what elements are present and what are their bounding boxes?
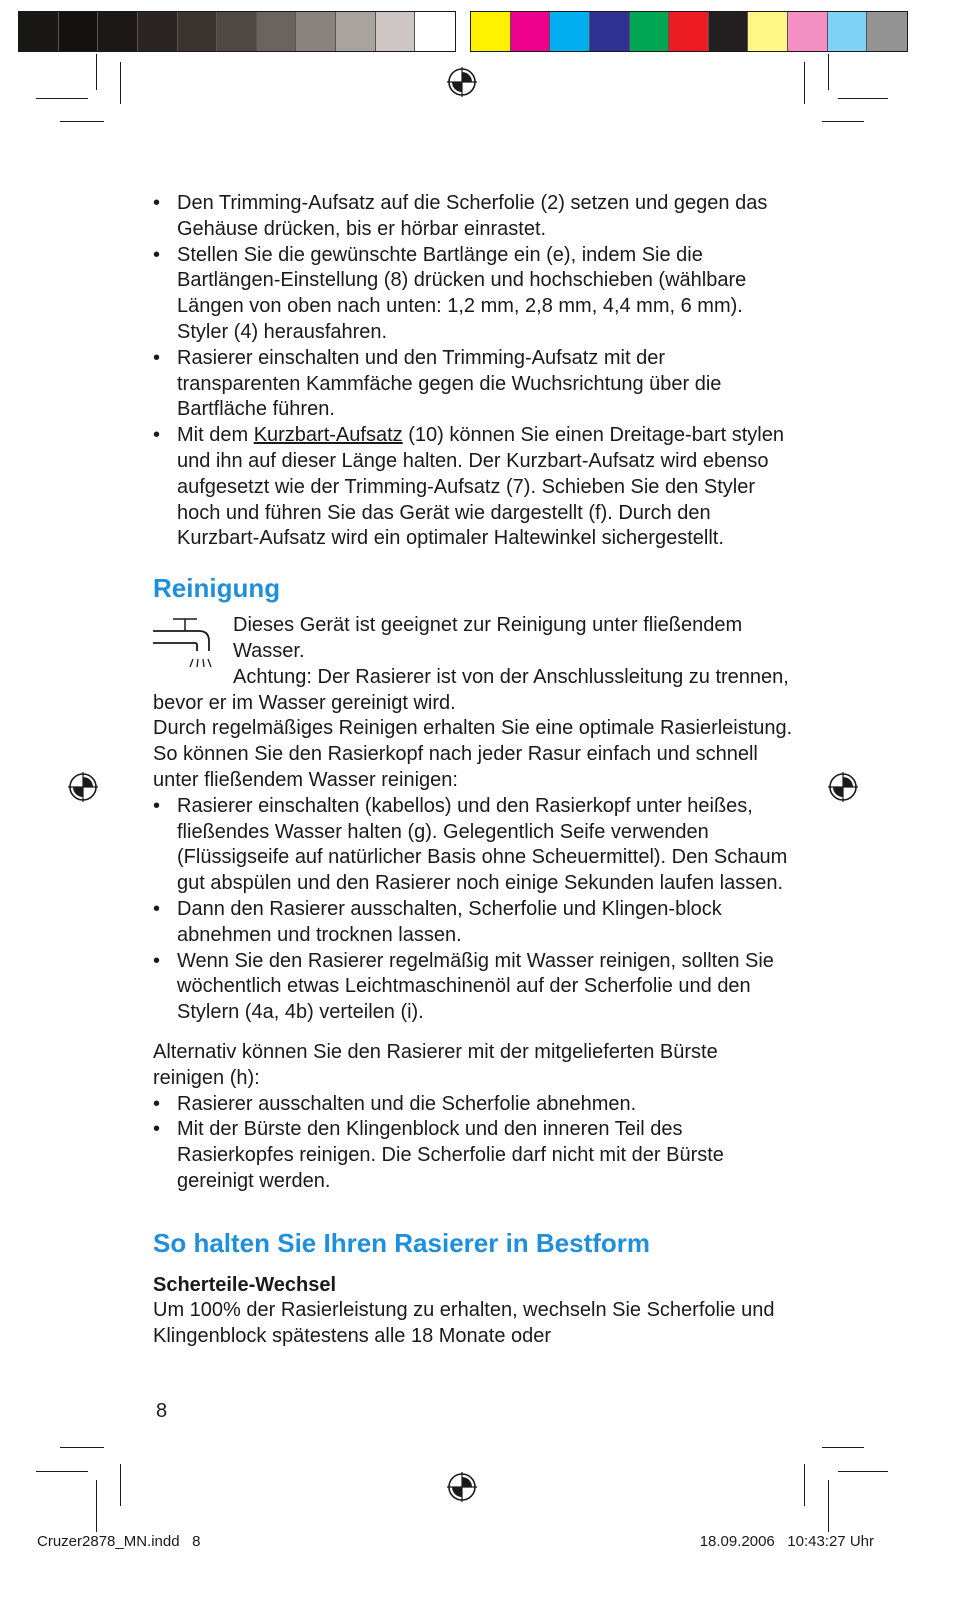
color-swatch (867, 12, 907, 51)
color-swatch (788, 12, 828, 51)
color-swatch (178, 12, 218, 51)
crop-mark (828, 54, 829, 90)
bullet-list-trimming (153, 191, 793, 552)
registration-mark-icon (67, 771, 99, 803)
color-swatch (748, 12, 788, 51)
replacement-text: Um 100% der Rasierleistung zu erhalten, wechseln Sie Scherfolie und Klingenblock spätestens alle 18 Monate oder (153, 1299, 775, 1348)
crop-mark (36, 98, 88, 99)
list-item: • Wenn Sie den Rasierer regelmäßig mit Wasser reinigen, sollten Sie wöchentlich etwas Leichtmaschinenöl auf der Scherfolie und den Stylern (4a, 4b) verteilen (i). (153, 949, 793, 1026)
list-item: • Mit der Bürste den Klingenblock und den inneren Teil des Rasierkopfes reinigen. Die Scherfolie darf nicht mit der Bürste gereinigt werden. (153, 1117, 793, 1194)
crop-mark (120, 1464, 121, 1506)
brush-intro: Alternativ können Sie den Rasierer mit der mitgelieferten Bürste reinigen (h): (153, 1040, 718, 1089)
crop-mark (120, 62, 121, 104)
subheading-scherteile: Scherteile-Wechsel (153, 1273, 337, 1296)
slug-timestamp: 18.09.2006 10:43:27 Uhr (699, 1533, 874, 1550)
water-notice (153, 613, 793, 716)
text-run: (10) können Sie einen Dreitage-bart stylen und ihn auf dieser Länge halten. Der Kurzbart-Aufsatz wird ebenso aufgesetzt wie der Trimming-Aufsatz (7). Schieben Sie den Styler hoch und führen Sie das Gerät wie dargestellt (f). Durch den Kurzbart-Aufsatz wird ein optimaler Haltewinkel sichergestellt. (177, 424, 784, 550)
section-heading-reinigung: Reinigung (153, 573, 281, 604)
color-swatch (669, 12, 709, 51)
list-item: • Dann den Rasierer ausschalten, Scherfolie und Klingen-block abnehmen und trocknen lassen. (153, 897, 793, 949)
registration-mark-icon (827, 771, 859, 803)
kurzbart-link[interactable]: Kurzbart-Aufsatz (253, 424, 403, 447)
section-heading-bestform: So halten Sie Ihren Rasierer in Bestform (153, 1227, 651, 1258)
color-swatch (217, 12, 257, 51)
list-item: • Den Trimming-Aufsatz auf die Scherfolie (2) setzen und gegen das Gehäuse drücken, bis er hörbar einrastet. (153, 191, 793, 243)
color-swatch (471, 12, 511, 51)
color-swatch (138, 12, 178, 51)
crop-mark (822, 121, 864, 122)
color-swatch (415, 12, 455, 51)
page-number: 8 (156, 1400, 168, 1422)
crop-mark (96, 1480, 97, 1532)
disconnect-warning: Achtung: Der Rasierer ist von der Anschlussleitung zu trennen, bevor er im Wasser gereinigt wird. (153, 665, 789, 714)
color-swatch (257, 12, 297, 51)
crop-mark (60, 1447, 104, 1448)
bullet-list-brush (153, 1092, 793, 1195)
slug-filename: Cruzer2878_MN.indd 8 (37, 1533, 201, 1550)
text-run: Mit dem (177, 424, 254, 447)
color-swatch (336, 12, 376, 51)
grayscale-color-bar (18, 11, 456, 52)
list-item: • Rasierer einschalten (kabellos) und den Rasierkopf unter heißes, fließendes Wasser halten (g). Gelegentlich Seife verwenden (Flüssigseife auf natürlicher Basis ohne Scheuermittel). Den Schaum gut abspülen und den Rasierer noch einige Sekunden laufen lassen. (153, 794, 793, 897)
color-swatch (59, 12, 99, 51)
water-notice-text: Dieses Gerät ist geeignet zur Reinigung unter fließendem Wasser. (233, 614, 743, 662)
color-swatch (98, 12, 138, 51)
cleaning-intro: Durch regelmäßiges Reinigen erhalten Sie eine optimale Rasierleistung. So können Sie den Rasierkopf nach jeder Rasur einfach und schnell unter fließendem Wasser reinigen: (153, 717, 793, 791)
crop-mark (822, 1447, 864, 1448)
crop-mark (60, 121, 104, 122)
page-content (153, 191, 793, 1350)
color-swatch (630, 12, 670, 51)
crop-mark (36, 1471, 88, 1472)
color-swatch (376, 12, 416, 51)
crop-mark (804, 1464, 805, 1506)
list-item: • Rasierer ausschalten und die Scherfolie abnehmen. (153, 1092, 793, 1118)
color-swatch (550, 12, 590, 51)
crop-mark (828, 1480, 829, 1532)
color-swatch (19, 12, 59, 51)
crop-mark (838, 98, 888, 99)
list-item (153, 423, 793, 552)
color-swatch (709, 12, 749, 51)
crop-mark (804, 62, 805, 104)
bullet-list-cleaning (153, 794, 793, 1026)
crop-mark (838, 1471, 888, 1472)
list-item: • Rasierer einschalten und den Trimming-Aufsatz mit der transparenten Kammfäche gegen die Wuchsrichtung über die Bartfläche führen. (153, 346, 793, 423)
registration-mark-icon (446, 1471, 478, 1503)
color-swatch (511, 12, 551, 51)
color-swatch (296, 12, 336, 51)
process-color-bar (470, 11, 908, 52)
color-swatch (828, 12, 868, 51)
registration-mark-icon (446, 66, 478, 98)
color-swatch (590, 12, 630, 51)
faucet-water-icon (153, 615, 233, 673)
crop-mark (96, 54, 97, 90)
list-item: • Stellen Sie die gewünschte Bartlänge ein (e), indem Sie die Bartlängen-Einstellung (8) drücken und hochschieben (wählbare Längen von oben nach unten: 1,2 mm, 2,8 mm, 4,4 mm, 6 mm). Styler (4) herausfahren. (153, 243, 793, 346)
